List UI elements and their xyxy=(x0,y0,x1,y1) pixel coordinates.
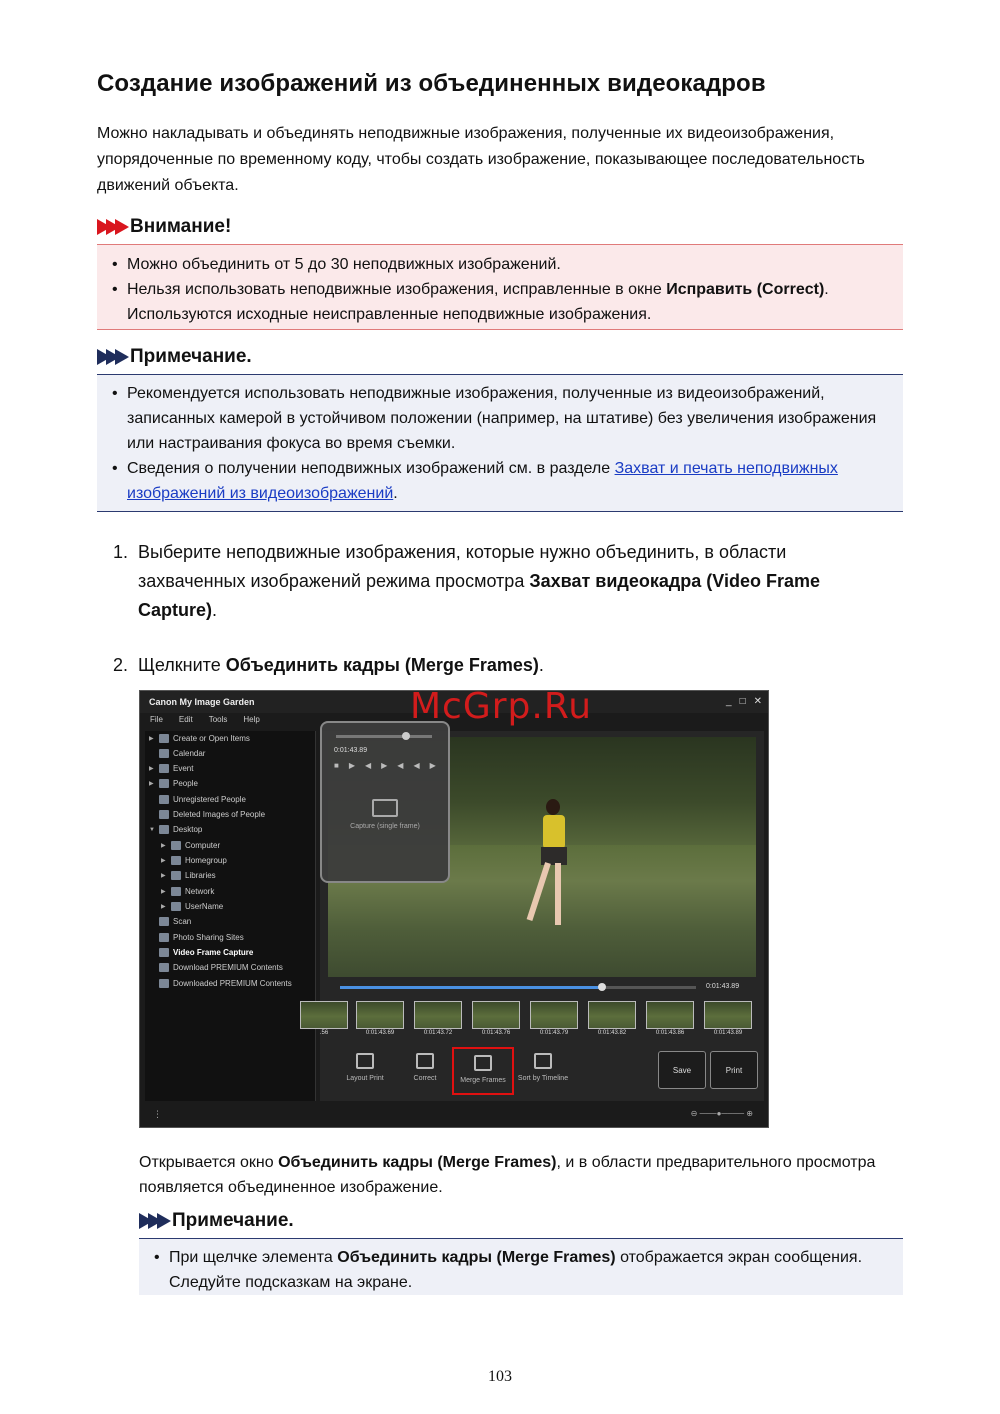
subject-shirt xyxy=(543,815,565,849)
sidebar-item-downloaded-premium[interactable] xyxy=(159,976,292,991)
menu-file[interactable]: File xyxy=(150,715,163,724)
expand-arrow-icon[interactable]: ▶ xyxy=(149,736,154,742)
seek-bar[interactable] xyxy=(340,986,696,989)
note-title: Примечание. xyxy=(130,346,252,367)
after-text: Открывается окно xyxy=(139,1154,279,1171)
maximize-icon[interactable]: □ xyxy=(739,696,746,707)
intro-paragraph: Можно накладывать и объединять неподвижные изображения, полученные их видеоизображения, упорядоченные по временному коду, чтобы создать изображение, показывающее последовательность движений объекта. xyxy=(97,125,865,194)
save-button[interactable]: Save xyxy=(658,1051,706,1089)
download-icon xyxy=(159,963,169,972)
toolbar xyxy=(328,1047,764,1097)
calendar-icon xyxy=(159,749,169,758)
homegroup-icon xyxy=(171,856,181,865)
step-text-plain: Щелкните xyxy=(138,655,226,675)
expand-arrow-icon[interactable]: ▶ xyxy=(161,858,166,864)
thumbnail[interactable] xyxy=(356,1001,404,1029)
warning-item xyxy=(97,277,887,327)
computer-icon xyxy=(171,841,181,850)
tool-label: Sort by Timeline xyxy=(517,1075,569,1082)
note-item xyxy=(97,381,887,456)
capture-label: Capture (single frame) xyxy=(350,823,420,830)
step-text-bold: Объединить кадры (Merge Frames) xyxy=(225,655,539,675)
sort-timeline-icon xyxy=(534,1053,552,1069)
thumbnail[interactable] xyxy=(472,1001,520,1029)
expand-arrow-icon[interactable]: ▶ xyxy=(149,766,154,772)
sidebar-item-label: Computer xyxy=(185,841,221,850)
sidebar-item-label: Network xyxy=(185,887,215,896)
sidebar-item-desktop[interactable] xyxy=(149,822,202,837)
watermark: McGrp.Ru xyxy=(410,686,593,727)
note2-box xyxy=(139,1238,903,1295)
camera-icon[interactable] xyxy=(372,799,398,817)
sidebar-item-deleted[interactable] xyxy=(159,807,265,822)
subject-head xyxy=(546,799,560,815)
note2-item-text: отображается экран сообщения. Следуйте подсказкам на экране. xyxy=(169,1249,863,1291)
thumbnail[interactable] xyxy=(704,1001,752,1029)
video-capture-icon xyxy=(159,948,169,957)
menu-tools[interactable]: Tools xyxy=(208,715,228,724)
step-1 xyxy=(113,538,903,628)
correct-icon xyxy=(416,1053,434,1069)
step-text-plain: . xyxy=(212,600,218,620)
after-bold: Объединить кадры (Merge Frames) xyxy=(278,1154,557,1171)
note-item xyxy=(97,456,887,506)
sidebar-item-label: Desktop xyxy=(173,825,203,834)
thumbnail[interactable] xyxy=(414,1001,462,1029)
sidebar-item-label: Homegroup xyxy=(185,856,227,865)
step-number: 1. xyxy=(113,542,129,562)
sidebar-item-label: Downloaded PREMIUM Contents xyxy=(173,979,292,988)
layout-print-button[interactable] xyxy=(336,1047,394,1095)
expand-arrow-icon[interactable]: ▶ xyxy=(149,781,154,787)
after-text: , и в области предварительного просмотра появляется объединенное изображение. xyxy=(139,1154,876,1196)
sidebar-item-label: People xyxy=(173,779,198,788)
sidebar-item-label: Create or Open Items xyxy=(173,734,250,743)
correct-button[interactable] xyxy=(396,1047,454,1095)
expand-arrow-icon[interactable]: ▶ xyxy=(161,873,166,879)
status-bar xyxy=(145,1107,763,1123)
sidebar-item-network[interactable] xyxy=(161,884,214,899)
sidebar-item-people[interactable] xyxy=(149,776,198,791)
seek-time: 0:01:43.89 xyxy=(706,983,740,990)
warning-item-bold: Исправить (Correct) xyxy=(666,281,825,298)
sidebar-item-computer[interactable] xyxy=(161,838,220,853)
menu-edit[interactable]: Edit xyxy=(178,715,193,724)
folder-icon xyxy=(159,825,169,834)
network-icon xyxy=(171,887,181,896)
warning-item-text: Можно объединить от 5 до 30 неподвижных изображений. xyxy=(127,256,561,273)
thumbnail-time: 0:01:43.72 xyxy=(423,1030,453,1036)
capture-stills-link[interactable]: Захват и печать неподвижных изображений из видеоизображений xyxy=(127,460,838,502)
sidebar-item-homegroup[interactable] xyxy=(161,853,227,868)
warning-heading xyxy=(97,216,231,238)
note2-item-text: При щелчке элемента xyxy=(169,1249,338,1266)
tool-label: Correct xyxy=(413,1075,437,1082)
sidebar-item-video-frame-capture[interactable] xyxy=(159,945,253,960)
thumbnail[interactable] xyxy=(646,1001,694,1029)
warning-item xyxy=(97,252,887,277)
note-item-text: Сведения о получении неподвижных изображений см. в разделе xyxy=(127,460,615,477)
expand-arrow-icon[interactable]: ▶ xyxy=(161,904,166,910)
sidebar-item-label: Video Frame Capture xyxy=(173,948,254,957)
thumbnail-time: 0:01:43.69 xyxy=(365,1030,395,1036)
note-box xyxy=(97,374,903,512)
note2-item xyxy=(139,1245,899,1295)
menu-help[interactable]: Help xyxy=(243,715,260,724)
libraries-icon xyxy=(171,871,181,880)
sidebar-item-label: Scan xyxy=(173,917,192,926)
thumbnail-time: 0:01:43.82 xyxy=(597,1030,627,1036)
slider-handle[interactable] xyxy=(402,732,410,740)
step-2 xyxy=(113,651,903,681)
step-number: 2. xyxy=(113,655,129,675)
sidebar-item-unregistered[interactable] xyxy=(159,792,246,807)
thumbnail-time: 0:01:43.86 xyxy=(655,1030,685,1036)
tool-label: Merge Frames xyxy=(460,1077,506,1084)
captured-thumbnails xyxy=(319,1001,762,1037)
subject-leg xyxy=(527,862,551,921)
step-text-plain: . xyxy=(538,655,544,675)
folder-icon xyxy=(159,979,169,988)
sidebar-toggle-icon[interactable]: ⋮ xyxy=(153,1109,162,1119)
merge-frames-button[interactable] xyxy=(452,1047,514,1095)
panel-time: 0:01:43.89 xyxy=(334,747,368,754)
warning-item-text: . Используются исходные неисправленные неподвижные изображения. xyxy=(127,281,829,323)
volume-slider[interactable] xyxy=(336,735,432,738)
thumbnail-time: 0:01:43.89 xyxy=(713,1030,743,1036)
sidebar-item-scan[interactable] xyxy=(159,914,191,929)
sidebar-item-calendar[interactable] xyxy=(159,746,205,761)
note2-item-bold: Объединить кадры (Merge Frames) xyxy=(337,1249,616,1266)
sort-by-timeline-button[interactable] xyxy=(514,1047,572,1095)
seek-progress xyxy=(340,986,602,989)
sidebar-item-libraries[interactable] xyxy=(161,868,216,883)
after-paragraph xyxy=(139,1150,909,1200)
step-text xyxy=(138,538,898,625)
thumbnail[interactable] xyxy=(300,1001,348,1029)
event-icon xyxy=(159,764,169,773)
print-button[interactable]: Print xyxy=(710,1051,758,1089)
page-number: 103 xyxy=(488,1368,512,1385)
sidebar-item-username[interactable] xyxy=(161,899,223,914)
playback-panel xyxy=(320,721,450,883)
photo-sharing-icon xyxy=(159,933,169,942)
step-text-plain: Выберите неподвижные изображения, которые нужно объединить, в области захваченных изображений режима просмотра xyxy=(138,542,787,591)
thumbnail-time: 0:01:43.79 xyxy=(539,1030,569,1036)
thumbnail-time: 0:01:43.76 xyxy=(481,1030,511,1036)
sidebar-item-event[interactable] xyxy=(149,761,193,776)
sidebar-item-label: Deleted Images of People xyxy=(173,810,266,819)
step-text-bold: Захват видеокадра (Video Frame Capture) xyxy=(138,571,820,620)
step-text xyxy=(138,651,898,680)
note-item-text: Рекомендуется использовать неподвижные изображения, полученные из видеоизображений, записанных камерой в устойчивом положении (например, на штативе) без увеличения изображения или настраивания фокуса во время съемки. xyxy=(127,385,877,452)
video-subject xyxy=(538,799,568,949)
app-title: Canon My Image Garden xyxy=(149,697,255,707)
sidebar-item-label: UserName xyxy=(185,902,224,911)
note-chevron-icon xyxy=(97,349,124,365)
sidebar-item-photo-sharing[interactable] xyxy=(159,930,244,945)
note-heading xyxy=(97,346,252,368)
sidebar-item-label: Libraries xyxy=(185,871,216,880)
page-title: Создание изображений из объединенных видеокадров xyxy=(97,70,766,97)
note2-heading xyxy=(139,1210,294,1232)
person-icon xyxy=(159,795,169,804)
minimize-icon[interactable]: _ xyxy=(726,696,732,707)
warning-item-text: Нельзя использовать неподвижные изображения, исправленные в окне xyxy=(127,281,667,298)
warning-title: Внимание! xyxy=(130,216,232,237)
expand-arrow-icon[interactable]: ▶ xyxy=(161,889,166,895)
sidebar-item-label: Photo Sharing Sites xyxy=(173,933,244,942)
close-icon[interactable]: ✕ xyxy=(753,696,762,707)
user-folder-icon xyxy=(171,902,181,911)
sidebar-item-label: Event xyxy=(173,764,194,773)
warning-chevron-icon xyxy=(97,219,124,235)
layout-print-icon xyxy=(356,1053,374,1069)
note2-title: Примечание. xyxy=(172,1210,294,1231)
merge-frames-icon xyxy=(474,1055,492,1071)
window-controls xyxy=(726,696,762,707)
main-area xyxy=(320,731,764,1101)
playback-controls[interactable]: ■▶◀▶◀◀▶ xyxy=(334,761,446,770)
thumbnail[interactable] xyxy=(530,1001,578,1029)
sidebar-item-create[interactable] xyxy=(149,731,250,746)
sidebar-item-label: Download PREMIUM Contents xyxy=(173,963,283,972)
note-chevron-icon xyxy=(139,1213,166,1229)
note-item-text: . xyxy=(393,485,398,502)
sidebar-item-label: Unregistered People xyxy=(173,795,246,804)
create-icon xyxy=(159,734,169,743)
thumbnail[interactable] xyxy=(588,1001,636,1029)
app-screenshot xyxy=(139,690,769,1128)
collapse-arrow-icon[interactable]: ▼ xyxy=(149,826,155,833)
seek-handle[interactable] xyxy=(598,983,606,991)
sidebar-item-download-premium[interactable] xyxy=(159,960,283,975)
thumbnail-time: .56 xyxy=(319,1030,329,1036)
people-icon xyxy=(159,779,169,788)
subject-leg xyxy=(555,863,561,925)
person-icon xyxy=(159,810,169,819)
warning-box xyxy=(97,244,903,330)
expand-arrow-icon[interactable]: ▶ xyxy=(161,843,166,849)
sidebar xyxy=(145,731,316,1101)
sidebar-item-label: Calendar xyxy=(173,749,206,758)
tool-label: Layout Print xyxy=(346,1075,384,1082)
scan-icon xyxy=(159,917,169,926)
zoom-slider[interactable]: ⊖ ───●──── ⊕ xyxy=(690,1109,753,1118)
